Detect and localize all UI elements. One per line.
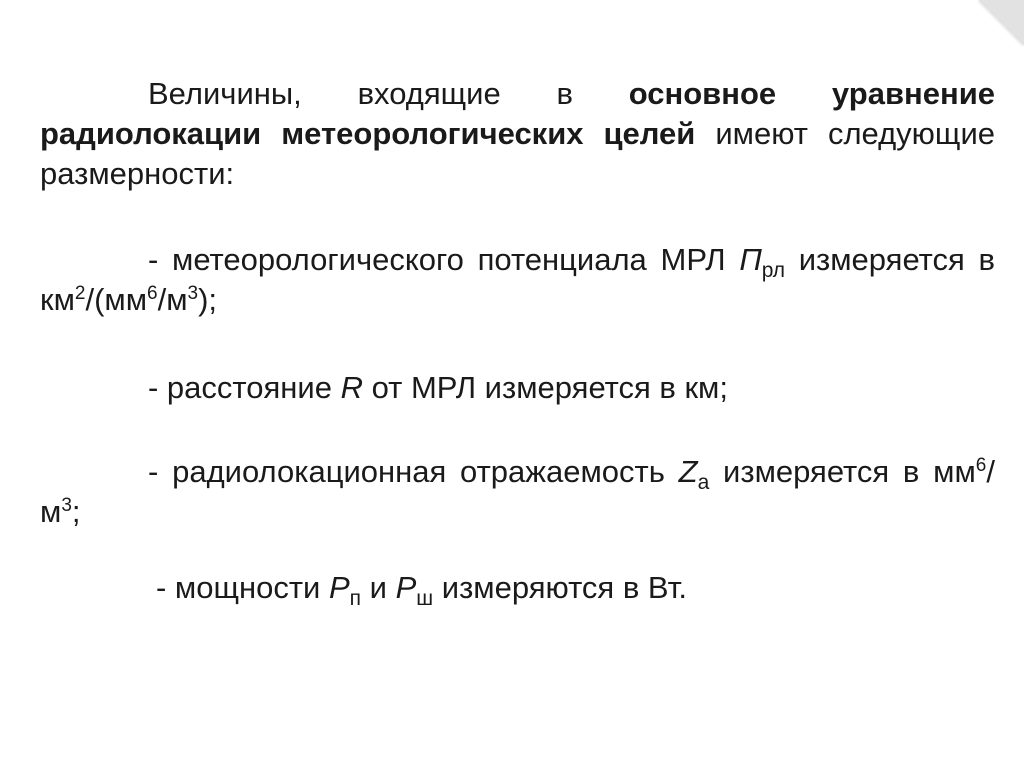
potential-sup-1: 2 (74, 283, 86, 304)
reflectivity-symbol-subscript: a (697, 471, 710, 494)
intro-paragraph (40, 74, 995, 194)
page-corner-fold (978, 0, 1024, 46)
potential-text-3: /(мм (85, 282, 148, 317)
reflectivity-text-1: - радиолокационная отражаемость (148, 454, 679, 489)
power-text-2: и (361, 570, 396, 605)
reflectivity-text-4: ; (71, 494, 81, 529)
power-item (40, 568, 995, 608)
potential-text-5: ); (198, 282, 218, 317)
intro-bold-term: основное уравнение радиолокации метеорологических целей (40, 76, 995, 151)
power-text-3: измеряются в Вт. (433, 570, 687, 605)
range-text-2: от МРЛ измеряется в км; (362, 370, 728, 405)
range-symbol: R (340, 370, 363, 405)
reflectivity-sup-2: 3 (61, 495, 72, 516)
potential-symbol-subscript: рл (761, 259, 785, 282)
reflectivity-item (40, 452, 995, 532)
power-symbol-2-subscript: ш (416, 587, 434, 610)
reflectivity-text-3: /м (40, 454, 995, 529)
power-text-1: - мощности (156, 570, 329, 605)
power-symbol-1: P (328, 570, 350, 605)
reflectivity-symbol: Z (678, 454, 698, 489)
power-symbol-1-subscript: п (349, 587, 362, 610)
potential-item (40, 240, 995, 320)
potential-text-2: измеряется в км (40, 242, 995, 317)
potential-sup-2: 6 (147, 283, 158, 304)
intro-text-1: Величины, входящие в (148, 76, 629, 111)
intro-text-2: имеют следующие размерности: (40, 116, 995, 191)
reflectivity-sup-1: 6 (975, 455, 987, 476)
potential-symbol: П (739, 242, 762, 277)
potential-text-1: - метеорологического потенциала МРЛ (148, 242, 740, 277)
power-symbol-2: P (395, 570, 417, 605)
potential-sup-3: 3 (187, 283, 199, 304)
range-item (40, 368, 995, 408)
range-text-1: - расстояние (148, 370, 341, 405)
slide-body (40, 74, 995, 608)
potential-text-4: /м (157, 282, 188, 317)
reflectivity-text-2: измеряется в мм (709, 454, 976, 489)
